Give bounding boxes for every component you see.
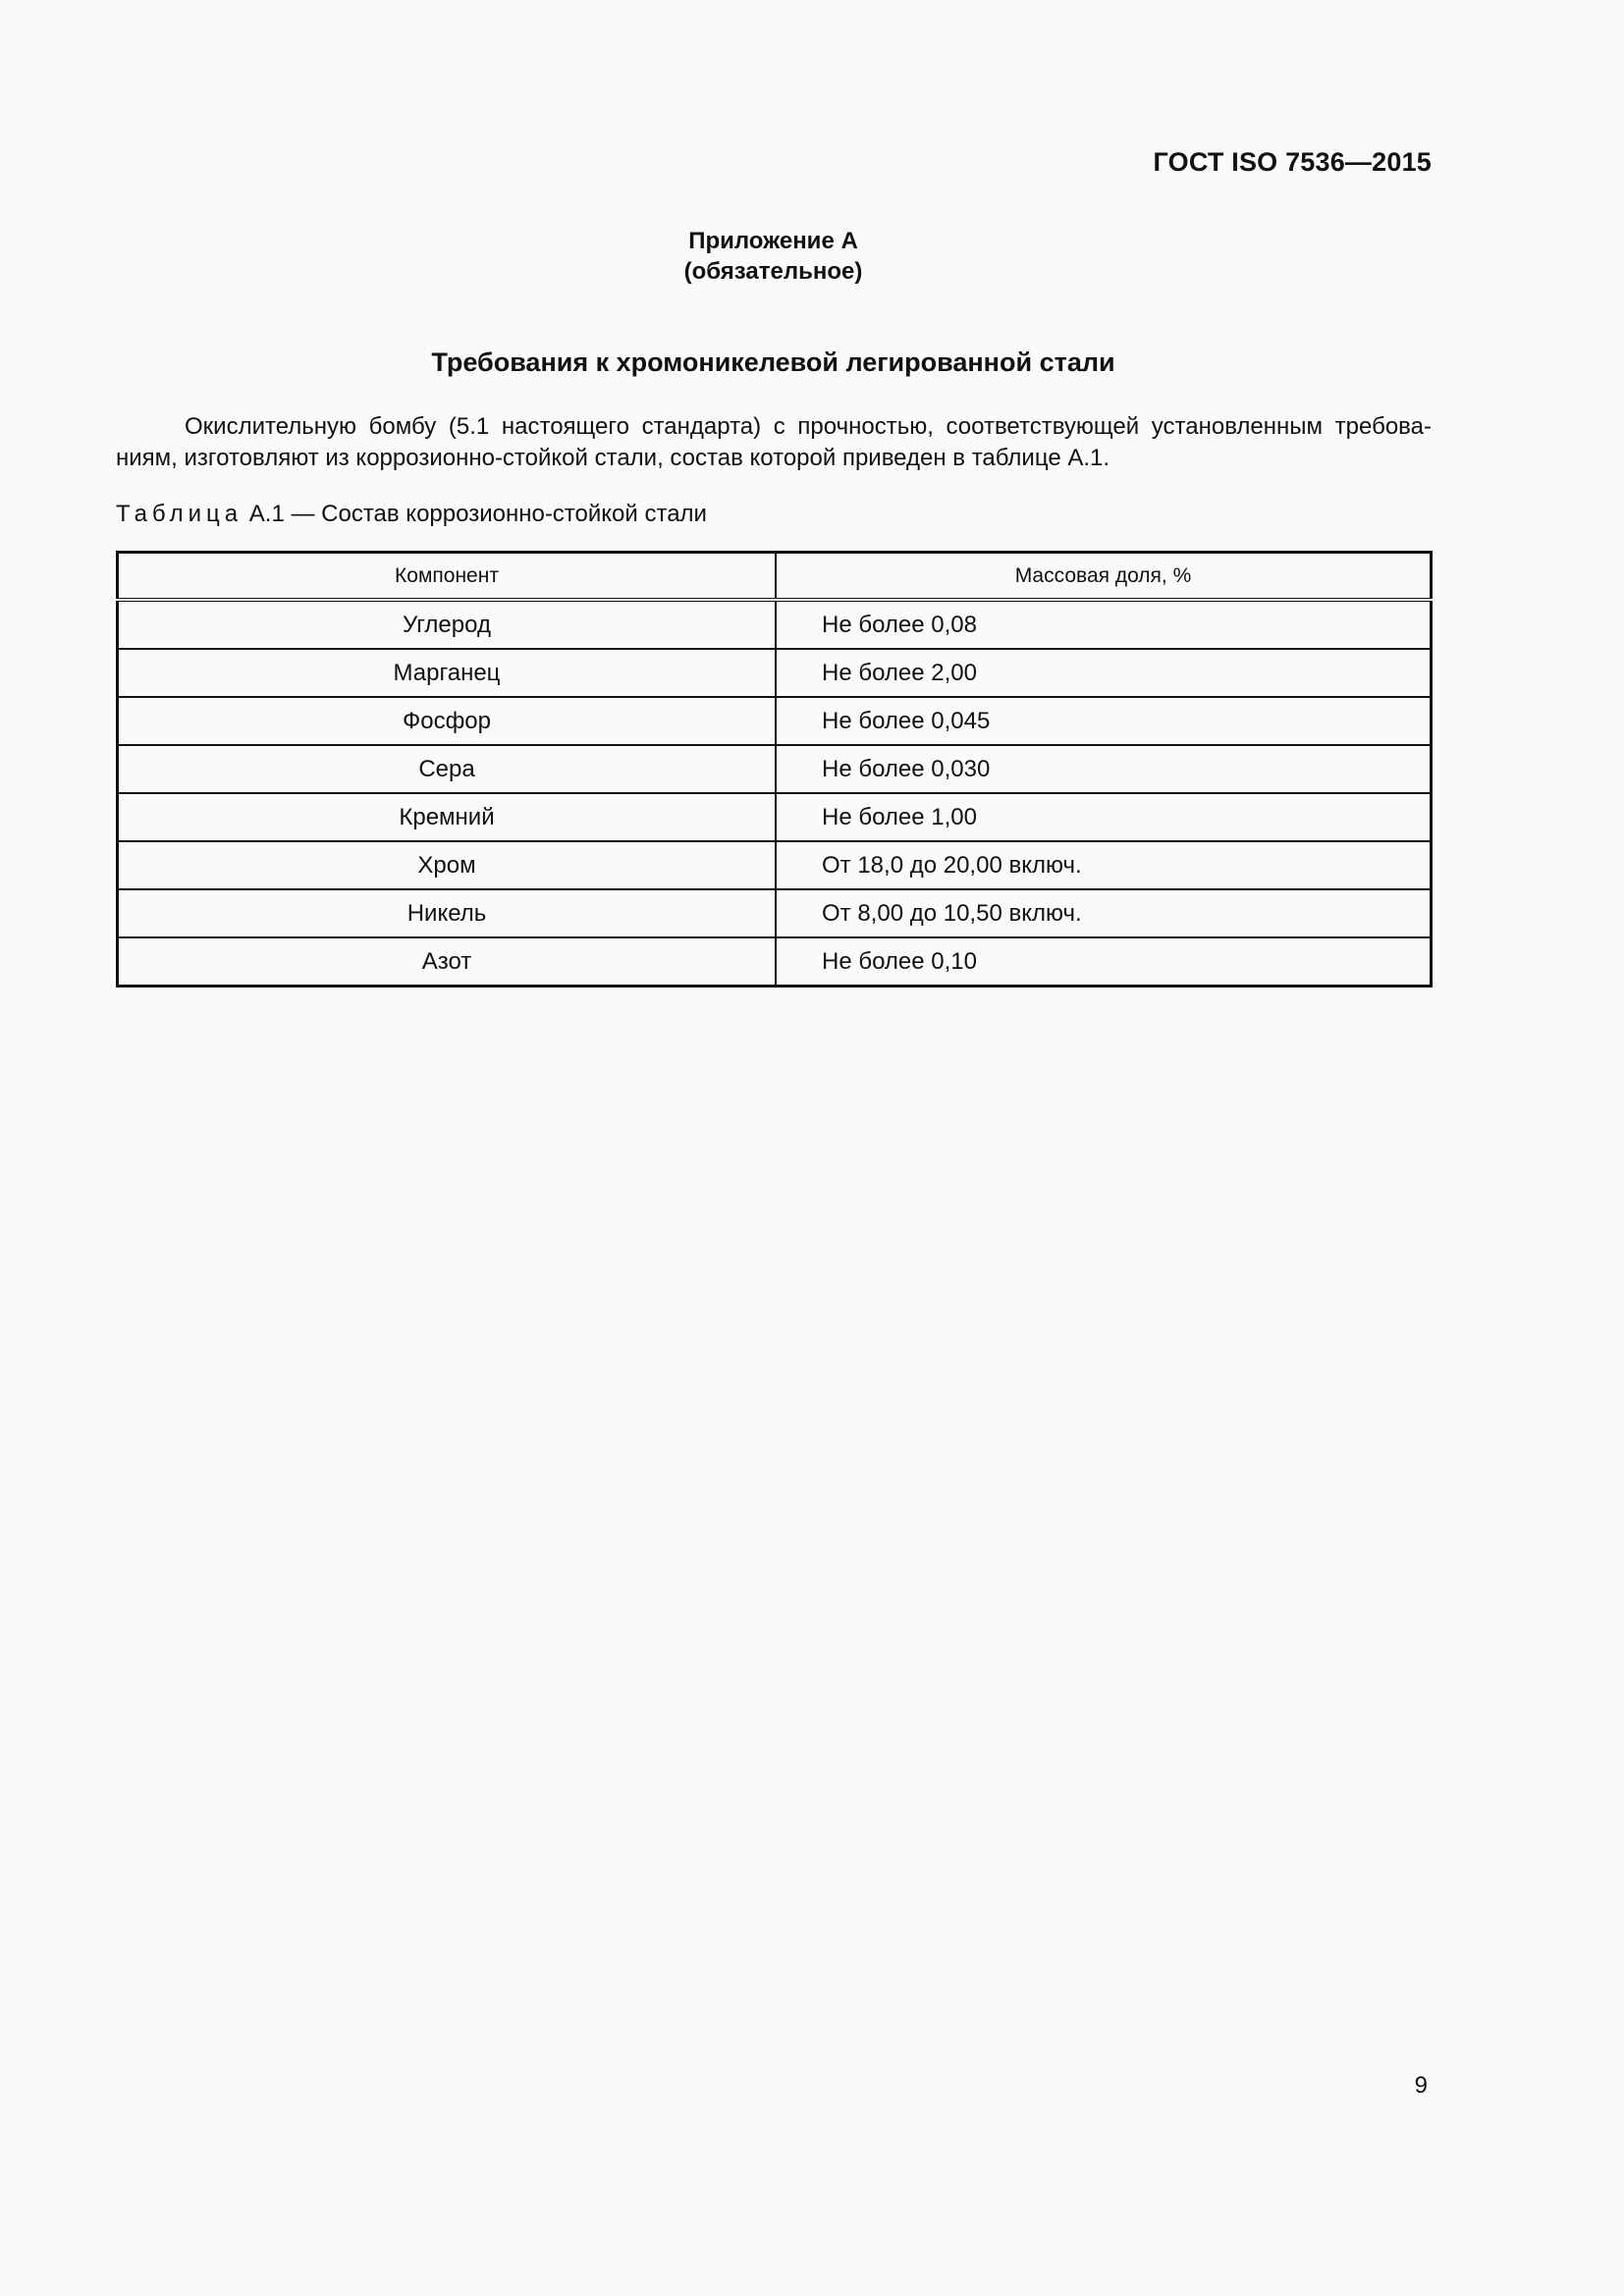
component-cell: Азот xyxy=(118,937,777,987)
component-cell: Фосфор xyxy=(118,697,777,745)
mass-fraction-cell: От 8,00 до 10,50 включ. xyxy=(776,889,1432,937)
page-number: 9 xyxy=(1414,2072,1428,2099)
mass-fraction-cell: Не более 0,030 xyxy=(776,745,1432,793)
section-title: Требования к хромоникелевой легированной стали xyxy=(431,347,1115,377)
component-cell: Углерод xyxy=(118,600,777,649)
table-row xyxy=(118,745,1432,793)
component-cell: Никель xyxy=(118,889,777,937)
paragraph-line-1: Окислительную бомбу (5.1 настоящего стандарта) с прочностью, соответствующей установленным требова- xyxy=(185,413,1432,440)
component-cell: Сера xyxy=(118,745,777,793)
composition-table xyxy=(116,551,1433,988)
table-row xyxy=(118,793,1432,841)
table-caption-text: А.1 — Состав коррозионно-стойкой стали xyxy=(248,501,707,527)
table-caption xyxy=(116,501,707,528)
paragraph-line-2: ниям, изготовляют из коррозионно-стойкой стали, состав которой приведен в таблице А.1. xyxy=(116,445,1110,471)
mass-fraction-cell: Не более 0,08 xyxy=(776,600,1432,649)
table-row xyxy=(118,600,1432,649)
document-code: ГОСТ ISO 7536—2015 xyxy=(1153,147,1432,177)
mass-fraction-cell: Не более 1,00 xyxy=(776,793,1432,841)
mass-fraction-cell: Не более 0,045 xyxy=(776,697,1432,745)
table-row xyxy=(118,649,1432,697)
table-header-row xyxy=(118,553,1432,601)
mass-fraction-cell: Не более 0,10 xyxy=(776,937,1432,987)
table-row xyxy=(118,937,1432,987)
table-row xyxy=(118,697,1432,745)
component-cell: Хром xyxy=(118,841,777,889)
mass-fraction-cell: От 18,0 до 20,00 включ. xyxy=(776,841,1432,889)
table-row xyxy=(118,889,1432,937)
mass-fraction-cell: Не более 2,00 xyxy=(776,649,1432,697)
body-paragraph xyxy=(116,411,1432,474)
component-cell: Марганец xyxy=(118,649,777,697)
appendix-status: (обязательное) xyxy=(683,258,863,285)
appendix-heading xyxy=(0,226,1546,287)
column-header-mass-fraction: Массовая доля, % xyxy=(776,553,1432,601)
appendix-title: Приложение А xyxy=(688,228,858,254)
table-row xyxy=(118,841,1432,889)
table-caption-label: Таблица xyxy=(116,501,244,527)
component-cell: Кремний xyxy=(118,793,777,841)
column-header-component: Компонент xyxy=(118,553,777,601)
